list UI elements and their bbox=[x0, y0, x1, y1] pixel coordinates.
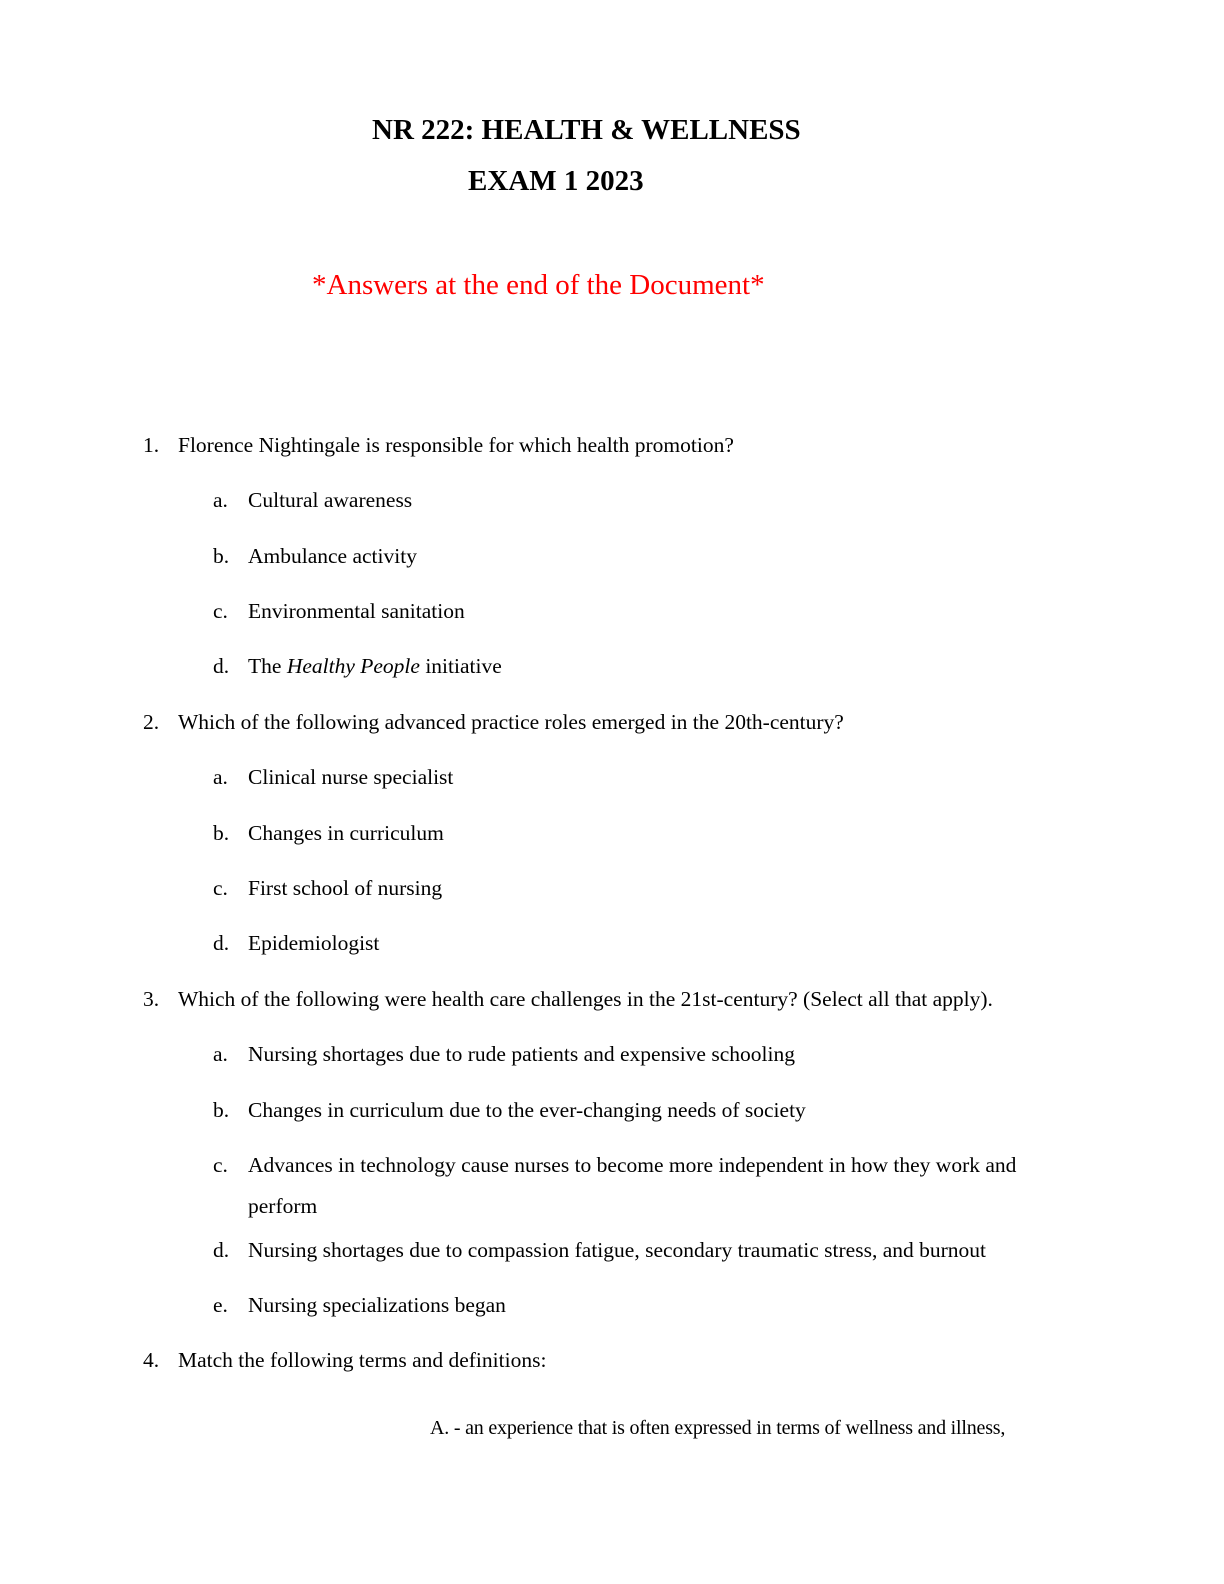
question-text: Which of the following advanced practice roles emerged in the 20th-century? bbox=[178, 710, 844, 734]
option-letter: c. bbox=[213, 1153, 228, 1177]
option-text bbox=[248, 653, 502, 679]
option-text: Epidemiologist bbox=[248, 931, 380, 955]
option-text: Changes in curriculum due to the ever-changing needs of society bbox=[248, 1098, 806, 1122]
option-text: Nursing shortages due to compassion fatigue, secondary traumatic stress, and burnout bbox=[248, 1238, 986, 1262]
option-letter: d. bbox=[213, 1238, 230, 1262]
question-number: 2. bbox=[143, 710, 160, 734]
option-letter: b. bbox=[213, 544, 230, 568]
option-text: Cultural awareness bbox=[248, 488, 413, 512]
question-number: 4. bbox=[143, 1348, 160, 1372]
option-letter: a. bbox=[213, 1042, 228, 1066]
answers-notice: *Answers at the end of the Document* bbox=[312, 269, 765, 301]
document-subtitle: EXAM 1 2023 bbox=[468, 165, 644, 197]
option-text: Nursing shortages due to rude patients and expensive schooling bbox=[248, 1042, 795, 1066]
question-text: Match the following terms and definitions: bbox=[178, 1348, 547, 1372]
option-letter: d. bbox=[213, 931, 230, 955]
question-text: Which of the following were health care challenges in the 21st-century? (Select all that apply). bbox=[178, 987, 993, 1011]
question-number: 1. bbox=[143, 433, 160, 457]
option-letter: e. bbox=[213, 1293, 228, 1317]
option-text-pre: The bbox=[248, 654, 287, 678]
option-text-italic: Healthy People bbox=[286, 654, 420, 678]
option-letter: b. bbox=[213, 1098, 230, 1122]
document-title: NR 222: HEALTH & WELLNESS bbox=[372, 114, 801, 146]
option-text: Nursing specializations began bbox=[248, 1293, 506, 1317]
option-text: Environmental sanitation bbox=[248, 599, 465, 623]
option-text: Clinical nurse specialist bbox=[248, 765, 454, 789]
option-letter: a. bbox=[213, 488, 228, 512]
option-text: Changes in curriculum bbox=[248, 821, 444, 845]
option-letter: b. bbox=[213, 821, 230, 845]
option-letter: c. bbox=[213, 599, 228, 623]
option-text: Ambulance activity bbox=[248, 544, 417, 568]
option-letter: a. bbox=[213, 765, 228, 789]
question-text: Florence Nightingale is responsible for which health promotion? bbox=[178, 433, 734, 457]
option-text-post: initiative bbox=[419, 654, 502, 678]
match-definition-a: A. - an experience that is often expressed in terms of wellness and illness, bbox=[430, 1417, 1006, 1439]
option-letter: d. bbox=[213, 654, 230, 678]
option-text: perform bbox=[248, 1194, 318, 1218]
option-text: Advances in technology cause nurses to become more independent in how they work and bbox=[248, 1153, 1017, 1177]
option-letter: c. bbox=[213, 876, 228, 900]
option-text: First school of nursing bbox=[248, 876, 443, 900]
question-number: 3. bbox=[143, 987, 160, 1011]
